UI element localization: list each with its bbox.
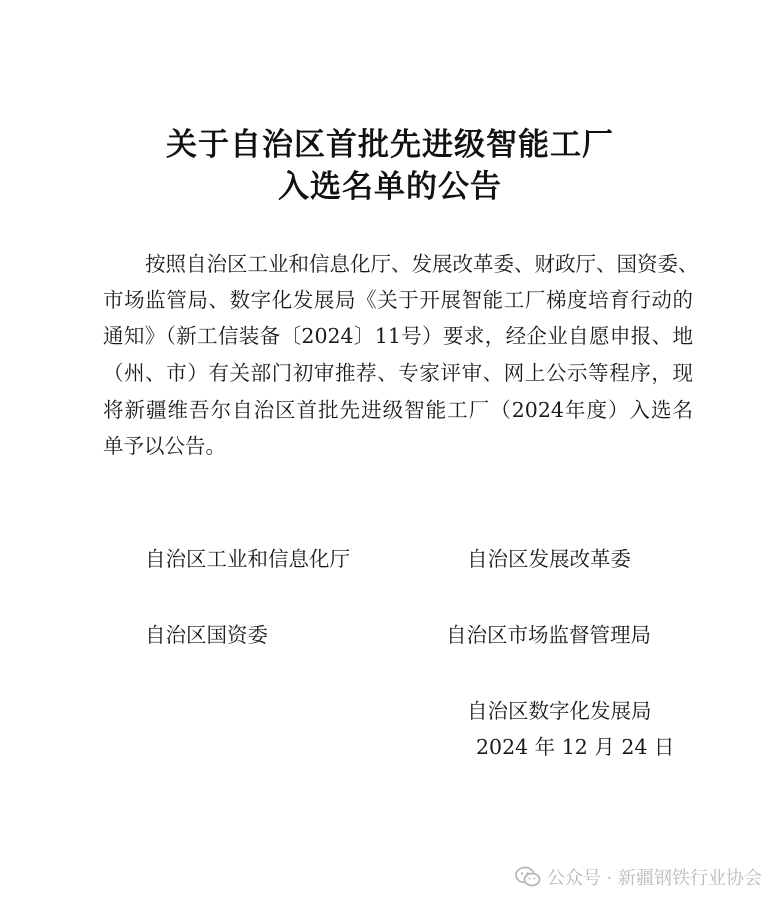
body-paragraph-line: （州、市）有关部门初审推荐、专家评审、网上公示等程序，现 <box>103 361 693 385</box>
body-paragraph-line: 通知》（新工信装备〔2024〕11号）要求，经企业自愿申报、地 <box>103 324 693 348</box>
body-paragraph-line: 市场监管局、数字化发展局《关于开展智能工厂梯度培育行动的 <box>103 288 693 312</box>
document-date: 2024 年 12 月 24 日 <box>476 735 675 759</box>
document-title-line-2: 入选名单的公告 <box>278 169 502 205</box>
signatory-state-assets-commission: 自治区国资委 <box>145 623 268 647</box>
signatory-development-reform-commission: 自治区发展改革委 <box>467 547 631 571</box>
signatory-industry-it-department: 自治区工业和信息化厅 <box>145 547 350 571</box>
signatory-market-supervision-bureau: 自治区市场监督管理局 <box>446 623 651 647</box>
watermark-text: 公众号 · 新疆钢铁行业协会 <box>546 868 762 889</box>
wechat-icon <box>515 866 541 888</box>
body-paragraph-line: 单予以公告。 <box>103 434 226 458</box>
document-title-line-1: 关于自治区首批先进级智能工厂 <box>166 127 614 163</box>
wechat-watermark <box>515 864 762 890</box>
signatory-digital-development-bureau: 自治区数字化发展局 <box>467 699 652 723</box>
body-paragraph-line: 将新疆维吾尔自治区首批先进级智能工厂（2024年度）入选名 <box>103 398 693 422</box>
body-paragraph-line: 按照自治区工业和信息化厅、发展改革委、财政厅、国资委、 <box>145 252 699 276</box>
